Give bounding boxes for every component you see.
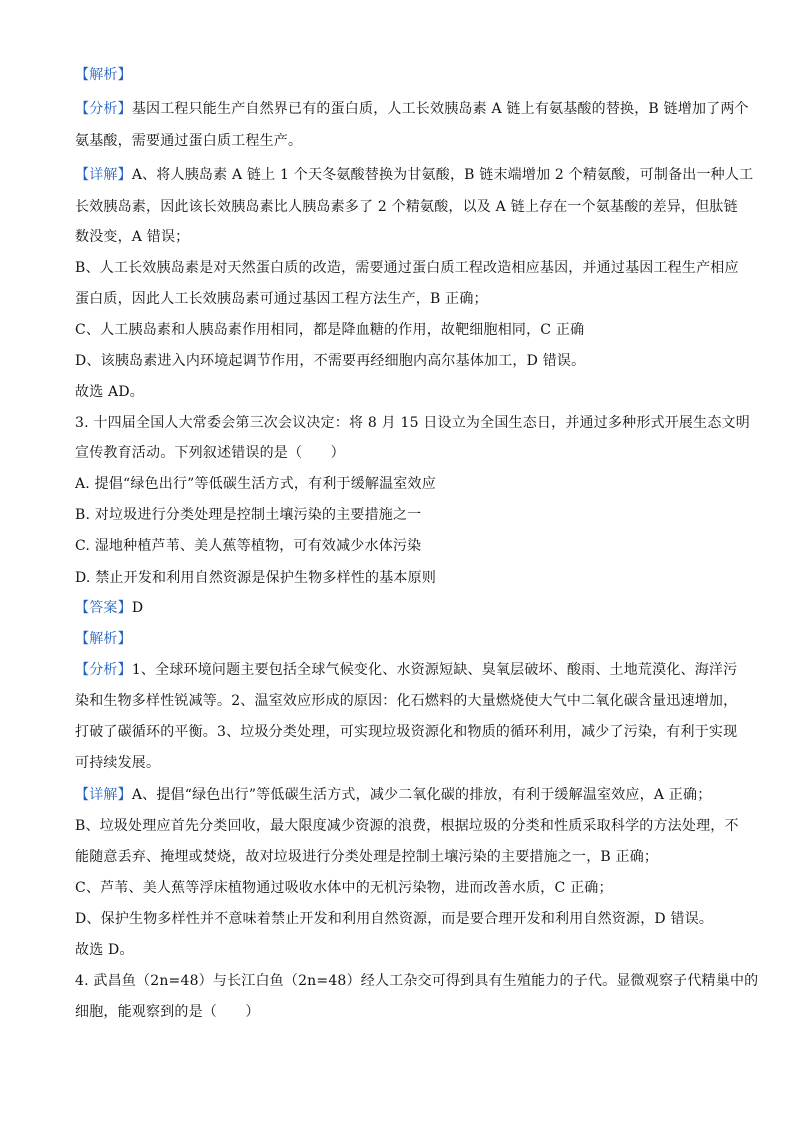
xiangjie-line-a2: 长效胰岛素，因此该长效胰岛素比人胰岛素多了 2 个精氨酸，以及 A 链上存在一个氨基酸的差异，但肽链 — [75, 199, 738, 215]
xiangjie-tag: 【详解】 — [75, 787, 132, 803]
q3-fenxi-3: 打破了碳循环的平衡。3、垃圾分类处理，可实现垃圾资源化和物质的循环利用，减少了污染，有利于实现 — [75, 724, 738, 740]
xiangjie-tag: 【详解】 — [75, 167, 132, 183]
q3-option-b: B. 对垃圾进行分类处理是控制土壤污染的主要措施之一 — [75, 507, 422, 523]
jiexi-label-2: 【解析】 — [75, 631, 132, 647]
xiangjie-line-a3: 数没变，A 错误； — [75, 229, 190, 245]
q3-option-c: C. 湿地种植芦苇、美人蕉等植物，可有效减少水体污染 — [75, 538, 422, 554]
xiangjie-line-d: D、该胰岛素进入内环境起调节作用，不需要再经细胞内高尔基体加工，D 错误。 — [75, 353, 586, 369]
answer-tag: 【答案】 — [75, 600, 132, 616]
q3-stem-1: 3. 十四届全国人大常委会第三次会议决定：将 8 月 15 日设立为全国生态日，并通过多种形式开展生态文明 — [75, 415, 750, 431]
xiangjie-line-b1: B、人工长效胰岛素是对天然蛋白质的改造，需要通过蛋白质工程改造相应基因，并通过基因工程生产相应 — [75, 260, 739, 276]
xiangjie-line-c: C、人工胰岛素和人胰岛素作用相同，都是降血糖的作用，故靶细胞相同，C 正确 — [75, 322, 585, 338]
q3-fenxi-1: 【分析】1、全球环境问题主要包括全球气候变化、水资源短缺、臭氧层破坏、酸雨、土地荒漠化、海洋污 — [75, 662, 738, 678]
q3-option-d: D. 禁止开发和利用自然资源是保护生物多样性的基本原则 — [75, 570, 437, 586]
q3-xiangjie-b2: 能随意丢弃、掩埋或焚烧，故对垃圾进行分类处理是控制土壤污染的主要措施之一，B 正确； — [75, 849, 659, 865]
conclusion-2: 故选 D。 — [75, 942, 134, 958]
q3-xiangjie-a: 【详解】A、提倡“绿色出行”等低碳生活方式，减少二氧化碳的排放，有利于缓解温室效应，A 正确； — [75, 787, 712, 803]
q3-xiangjie-c: C、芦苇、美人蕉等浮床植物通过吸收水体中的无机污染物，进而改善水质，C 正确； — [75, 880, 613, 896]
fenxi-line-2: 氨基酸，需要通过蛋白质工程生产。 — [75, 133, 303, 149]
q3-answer — [75, 599, 143, 617]
q3-fenxi-2: 染和生物多样性锐减等。2、温室效应形成的原因：化石燃料的大量燃烧使大气中二氧化碳含量迅速增加， — [75, 693, 738, 709]
xiangjie-line-a1: 【详解】A、将人胰岛素 A 链上 1 个天冬氨酸替换为甘氨酸，B 链末端增加 2 个精氨酸，可制备出一种人工 — [75, 167, 754, 183]
q3-xiangjie-b1: B、垃圾处理应首先分类回收，最大限度减少资源的浪费，根据垃圾的分类和性质采取科学的方法处理，不 — [75, 818, 739, 834]
fenxi-tag: 【分析】 — [75, 662, 132, 678]
q3-stem-2: 宣传教育活动。下列叙述错误的是（ ） — [75, 445, 345, 461]
fenxi-tag: 【分析】 — [75, 101, 132, 117]
q3-option-a: A. 提倡“绿色出行”等低碳生活方式，有利于缓解温室效应 — [75, 476, 436, 492]
q4-stem-2: 细胞，能观察到的是（ ） — [75, 1004, 260, 1020]
q4-stem-1: 4. 武昌鱼（2n=48）与长江白鱼（2n=48）经人工杂交可得到具有生殖能力的子代。显微观察子代精巢中的 — [75, 973, 759, 989]
jiexi-label-1: 【解析】 — [75, 67, 132, 83]
answer-value: D — [131, 600, 144, 616]
q3-fenxi-4: 可持续发展。 — [75, 755, 161, 771]
conclusion-1: 故选 AD。 — [75, 384, 144, 400]
fenxi-line-1: 【分析】基因工程只能生产自然界已有的蛋白质，人工长效胰岛素 A 链上有氨基酸的替换，B 链增加了两个 — [75, 101, 749, 117]
xiangjie-line-b2: 蛋白质，因此人工长效胰岛素可通过基因工程方法生产，B 正确； — [75, 291, 488, 307]
q3-xiangjie-d: D、保护生物多样性并不意味着禁止开发和利用自然资源，而是要合理开发和利用自然资源，D 错误。 — [75, 911, 714, 927]
